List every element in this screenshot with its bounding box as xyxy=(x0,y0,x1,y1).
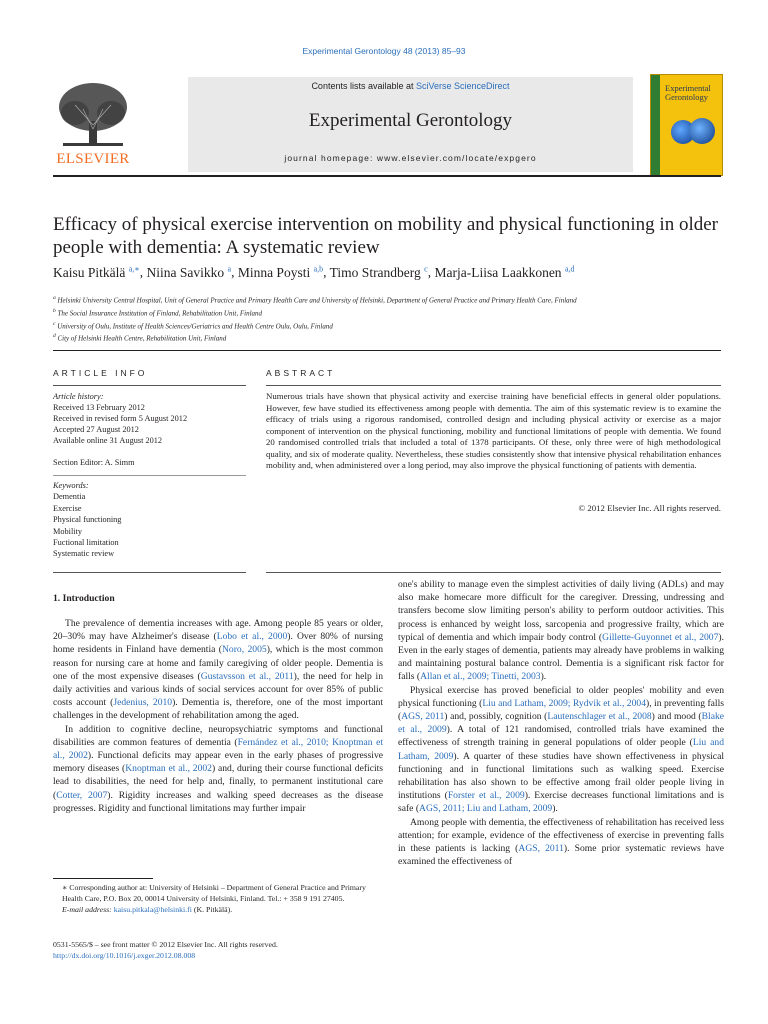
cover-title-line1: Experimental xyxy=(665,83,711,93)
history-label: Article history: xyxy=(53,392,104,401)
journal-reference-link[interactable]: Experimental Gerontology 48 (2013) 85–93 xyxy=(302,46,466,56)
author-name: Kaisu Pitkälä $^{a,∗}$ xyxy=(53,264,140,280)
keywords xyxy=(53,480,253,560)
body-paragraph: Physical exercise has proved beneficial to older peoples' mobility and even physical functioning (Liu and Latham, 2009; Rydvik et al., 2004), in preventing falls (AGS, 2011) and, possibly, cognition (Lautenschlager et al., 2008) and mood (Blake et al., 2009). A total of 121 randomised, controlled trials have examined the effectiveness of strength training in general populations of older people (Liu and Latham, 2009). A quarter of these studies have shown effectiveness in physical functioning and in functional limitations such as walking speed. Exercise rehabilitation has also shown to be effective among frail older people living in institutions (Forster et al., 2009). Exercise decreases functional limitations and is safe (AGS, 2011; Liu and Latham, 2009). xyxy=(398,684,725,815)
author-name: Timo Strandberg $^c$ xyxy=(329,264,428,280)
history-item: Received in revised form 5 August 2012 xyxy=(53,414,188,423)
keyword: Dementia xyxy=(53,492,86,502)
email-line: E-mail address: kaisu.pitkala@helsinki.fi (K. Pitkälä). xyxy=(62,905,233,914)
author-affiliation-marker[interactable]: a xyxy=(227,264,232,273)
author-name: Marja-Liisa Laakkonen $^{a,d}$ xyxy=(434,264,575,280)
body-paragraph: The prevalence of dementia increases with age. Among people 85 years or older, 20–30% may have Alzheimer's disease (Lobo et al., 2000). Over 80% of nursing home residents in Finland have dementia (Noro, 2005), which is the most common reason for nursing care at home and family caregiving of older people. Dementia is one of the most expensive diseases (Gustavsson et al., 2011), the need for help in daily activities and various kinds of social services account for over 85% of public costs account (Jedenius, 2010). Dementia is, therefore, one of the most important challenges in the development of rehabilitation among the aged. xyxy=(53,618,384,722)
keyword: Systematic review xyxy=(53,549,115,559)
citation-link[interactable]: AGS, 2011; Liu and Latham, 2009 xyxy=(419,803,553,815)
divider-rule xyxy=(53,350,721,351)
section-editor: Section Editor: A. Simm xyxy=(53,458,135,467)
journal-title: Experimental Gerontology xyxy=(308,110,513,131)
history-item: Received 13 February 2012 xyxy=(53,403,145,412)
keyword: Fuctional limitation xyxy=(53,538,119,548)
front-matter xyxy=(53,939,383,961)
author-affiliation-marker[interactable]: a,b xyxy=(313,264,324,273)
history-item: Accepted 27 August 2012 xyxy=(53,425,139,434)
publisher-logo-text: ELSEVIER xyxy=(56,151,130,167)
body-paragraph: Among people with dementia, the effectiveness of rehabilitation has received less attention; for example, evidence of the effectiveness of exercise in preventing falls in these patients is lacking (AGS, 2011). Some prior systematic reviews have examined the effectiveness of xyxy=(398,816,724,868)
copyright-notice: © 2012 Elsevier Inc. All rights reserved. xyxy=(578,503,721,513)
header-rule xyxy=(53,175,721,177)
citation-link[interactable]: AGS, 2011 xyxy=(401,711,445,723)
divider-rule xyxy=(266,572,721,573)
affiliation: $^b$ The Social Insurance Institution of Finland, Rehabilitation Unit, Finland xyxy=(53,307,263,318)
citation-link[interactable]: Liu and Latham, 2009 xyxy=(398,737,724,762)
citation-link[interactable]: Lobo et al., 2000 xyxy=(216,631,288,643)
issn-line: 0531-5565/$ – see front matter © 2012 Elsevier Inc. All rights reserved. xyxy=(53,940,278,949)
article-title: Efficacy of physical exercise intervention on mobility and physical functioning in older people with dementia: A systematic review xyxy=(53,214,718,258)
citation-link[interactable]: Liu and Latham, 2009; Rydvik et al., 2004 xyxy=(482,697,646,709)
citation-link[interactable]: Blake et al., 2009 xyxy=(398,711,725,736)
affiliation: $^d$ City of Helsinki Health Centre, Rehabilitation Unit, Finland xyxy=(53,333,227,343)
citation-link[interactable]: Lautenschlager et al., 2008 xyxy=(547,711,652,723)
masthead xyxy=(53,77,721,172)
citation-link[interactable]: Forster et al., 2009 xyxy=(447,790,525,802)
body-column-right xyxy=(398,578,724,868)
history-item: Available online 31 August 2012 xyxy=(53,436,163,445)
journal-homepage[interactable]: journal homepage: www.elsevier.com/locate/expgero xyxy=(284,153,537,163)
corresponding-author-note: ∗ Corresponding author at: University of Helsinki – Department of General Practice and Primary Health Care, P.O. Box 20, 00014 University of Helsinki, Finland. Tel.: + 358 9 191 27405. xyxy=(62,883,366,903)
author-affiliation-marker[interactable]: a,∗ xyxy=(128,264,140,273)
citation-link[interactable]: Cotter, 2007 xyxy=(56,789,108,801)
citation-link[interactable]: Jedenius, 2010 xyxy=(113,697,173,709)
body-column-left xyxy=(53,617,383,815)
citation-link[interactable]: Knoptman et al., 2002 xyxy=(125,763,212,775)
citation-link[interactable]: AGS, 2011 xyxy=(518,843,564,855)
author-affiliation-marker[interactable]: c xyxy=(424,264,428,273)
divider-rule xyxy=(53,572,246,573)
body-paragraph: In addition to cognitive decline, neuropsychiatric symptoms and functional disabilities are common features of dementia (Fernández et al., 2010; Knoptman et al., 2002). Functional deficits may appear even in the early phases of progressive memory diseases (Knoptman et al., 2002) and, during their course functional deficits lead to disabilities, the need for help and, finally, to permanent institutional care (Cotter, 2007). Rigidity increases and walking speed decreases as the disease progresses. Rigidity and functional limitations may further impair xyxy=(53,723,384,814)
keyword: Mobility xyxy=(53,526,83,536)
divider-rule xyxy=(266,385,721,386)
affiliations xyxy=(53,293,733,344)
footnote-rule xyxy=(53,878,153,879)
article-info-heading: ARTICLE INFO xyxy=(53,368,148,378)
email-link[interactable]: kaisu.pitkala@helsinki.fi xyxy=(113,905,192,914)
author-name: Niina Savikko $^a$ xyxy=(146,264,232,280)
affiliation: $^c$ University of Oulu, Institute of Health Sciences/Geriatrics and Health Centre Oulu, Oulu, Finland xyxy=(53,320,333,330)
citation-link[interactable]: Fernández et al., 2010; Knoptman et al., 2002 xyxy=(53,736,383,762)
citation-link[interactable]: Gustavsson et al., 2011 xyxy=(200,670,294,682)
citation-link[interactable]: Allan et al., 2009; Tinetti, 2003 xyxy=(420,671,541,683)
section-heading-introduction: 1. Introduction xyxy=(53,593,115,604)
footnote xyxy=(53,882,383,915)
abstract-text: Numerous trials have shown that physical activity and exercise training have beneficial effects in general older populations. However, few have studied its effectiveness among people with dementia. The aim of this systematic review is to examine the efficacy of trials using a rigorous randomised, controlled design and including physical activity or exercise as a major component of intervention on the physical functioning, mobility and functional limitations of people with dementia. We found 20 randomised controlled trials that included a total of 1378 participants. Of these, only three were of high methodological quality, and six of moderate quality. Nevertheless, these studies consistently show that intensive physical rehabilitation enhances mobility and, when administered over a long period, may also improve the physical functioning of patients with dementia. xyxy=(266,391,721,470)
affiliation: $^a$ Helsinki University Central Hospital, Unit of General Practice and Primary Health Care and University of Helsinki, Department of General Practice and Primary Health Care, Finland xyxy=(53,295,577,305)
keywords-label: Keywords: xyxy=(53,481,89,490)
journal-cover-image xyxy=(650,74,723,176)
citation-link[interactable]: Noro, 2005 xyxy=(221,644,267,656)
keyword: Exercise xyxy=(53,503,82,513)
contents-line: Contents lists available at SciVerse ScienceDirect xyxy=(311,81,510,91)
article-history xyxy=(53,391,253,446)
author-list: Kaisu Pitkälä $^{a,∗}$, Niina Savikko $^a$, Minna Poysti $^{a,b}$, Timo Strandberg $^c$, Marja-Liisa Laakkonen $^{a,d}$ xyxy=(53,264,575,280)
citation-link[interactable]: Gillette-Guyonnet et al., 2007 xyxy=(602,631,719,643)
divider-rule xyxy=(53,475,246,476)
sciencedirect-link[interactable]: SciVerse ScienceDirect xyxy=(416,81,510,91)
author-affiliation-marker[interactable]: a,d xyxy=(564,264,575,273)
author-name: Minna Poysti $^{a,b}$ xyxy=(237,264,324,280)
abstract-heading: ABSTRACT xyxy=(266,368,336,378)
cover-title-line2: Gerontology xyxy=(665,91,708,102)
body-paragraph: one's ability to manage even the simplest activities of daily living (ADLs) and may also make homecare more difficult for the caregiver. Dressing, undressing and transfers become slow limiting person's ability to perform outdoor activities. This process is enhanced by weight loss, sarcopenia and progressive frailty, which are typical of dementia and which impair body control (Gillette-Guyonnet et al., 2007). Even in the early stages of dementia, patients may already have problems in walking and maintaining postural balance control. Dementia is a significant risk factor for falls (Allan et al., 2009; Tinetti, 2003). xyxy=(398,579,724,683)
keyword: Physical functioning xyxy=(53,515,122,525)
doi-link[interactable]: http://dx.doi.org/10.1016/j.exger.2012.08.008 xyxy=(53,951,196,960)
divider-rule xyxy=(53,385,246,386)
